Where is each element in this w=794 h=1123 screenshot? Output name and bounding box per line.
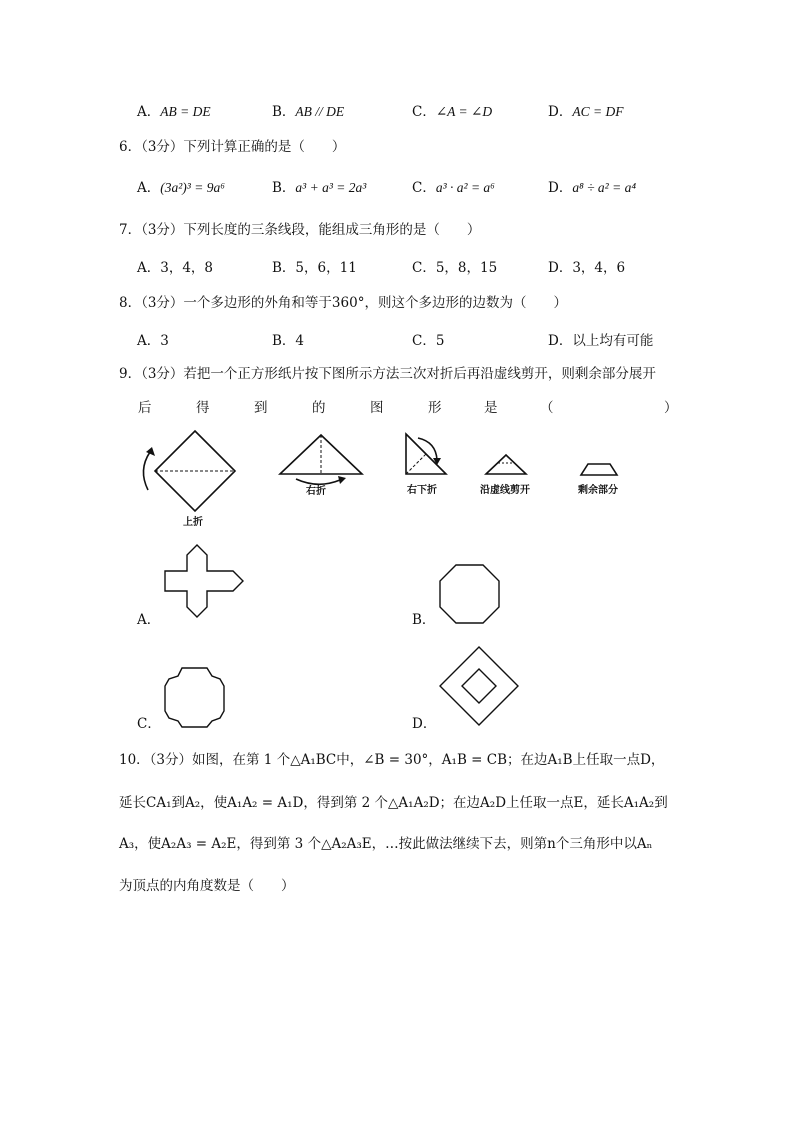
fold-step-2-triangle (280, 435, 362, 474)
q9-stem-line2-char-3: 到 (254, 400, 268, 416)
q5-option-c-expr: ∠A = ∠D (435, 104, 493, 119)
q10-line1: 10．（3分）如图，在第 1 个△A₁BC中，∠B = 30°，A₁B = CB；在边A₁B上任取一点D， (119, 752, 665, 768)
arrowhead-right-icon (338, 476, 346, 484)
label-fold-right-down: 右下折 (407, 485, 437, 496)
q7-option-c-text: 5，8，15 (435, 260, 498, 276)
q9-stem-line2-char-8: （ (540, 400, 554, 416)
q7-option-b-text: 5，6，11 (295, 260, 357, 276)
q10-line4: 为顶点的内角度数是（ ） (119, 878, 295, 894)
q6-option-b (272, 178, 366, 198)
q10-line3: A₃，使A₂A₃ = A₂E，得到第 3 个△A₂A₃E，…按此做法继续下去，则第n个三角形中以Aₙ (119, 836, 653, 852)
arrowhead-up-icon (146, 447, 155, 456)
q5-option-b-letter: B． (272, 104, 296, 120)
q5-option-a-expr: AB = DE (160, 104, 211, 119)
q9-stem-line2-char-2: 得 (196, 400, 210, 416)
option-d-outer-diamond (440, 647, 518, 725)
q7-option-b-letter: B． (272, 260, 296, 276)
q8-option-d-text: 以上均有可能 (572, 333, 654, 349)
q6-option-c (412, 178, 495, 198)
q8-option-d-letter: D． (548, 333, 573, 349)
q5-option-a-letter: A． (137, 104, 161, 120)
q6-option-a-expr: (3a²)³ = 9a⁶ (160, 180, 225, 195)
label-fold-up: 上折 (183, 517, 203, 528)
q9-option-d-letter: D． (412, 716, 437, 732)
q9-stem-line2-char-1: 后 (138, 400, 152, 416)
q5-option-d (548, 102, 623, 122)
q6-option-a-letter: A． (137, 180, 161, 196)
curved-arrow-down-icon (418, 438, 437, 460)
q7-option-a (137, 258, 213, 278)
option-b-octagon (440, 565, 499, 623)
label-fold-right: 右折 (306, 486, 326, 497)
q10-line2: 延长CA₁到A₂，使A₁A₂ = A₁D，得到第 2 个△A₁A₂D；在边A₂D上任取一点E，延长A₁A₂到 (119, 795, 668, 811)
q7-option-a-text: 3，4，8 (160, 260, 214, 276)
fold-step-5-trapezoid (581, 464, 617, 475)
q5-option-b-expr: AB // DE (295, 104, 345, 119)
q8-option-d (548, 331, 653, 351)
q5-option-d-expr: AC = DF (572, 104, 624, 119)
curved-arrow-up-icon (143, 452, 150, 490)
q5-option-c-letter: C． (412, 104, 436, 120)
q6-option-c-letter: C． (412, 180, 436, 196)
q6-option-b-letter: B． (272, 180, 296, 196)
q6-stem: 6．（3分）下列计算正确的是（ ） (119, 139, 346, 155)
q6-option-c-expr: a³ · a² = a⁶ (435, 180, 495, 195)
label-cut-dashed: 沿虚线剪开 (480, 485, 530, 496)
q9-stem-line2-char-6: 形 (428, 400, 442, 416)
q8-option-a-text: 3 (160, 333, 169, 349)
q8-option-b-text: 4 (295, 333, 305, 349)
q8-option-c-letter: C． (412, 333, 436, 349)
q5-option-b (272, 102, 344, 122)
q8-option-a (137, 331, 169, 351)
fold-step-1-diamond (155, 431, 235, 511)
option-a-cross-shape (165, 545, 243, 617)
q9-stem-line2-char-9: ） (664, 400, 678, 416)
q6-option-d-expr: a⁸ ÷ a² = a⁴ (572, 180, 637, 195)
q9-option-c-letter: C． (137, 716, 161, 732)
label-remaining: 剩余部分 (578, 485, 618, 496)
q6-option-a (137, 178, 225, 198)
q6-option-d (548, 178, 636, 198)
q7-option-a-letter: A． (137, 260, 161, 276)
q8-stem: 8．（3分）一个多边形的外角和等于360°，则这个多边形的边数为（ ） (119, 295, 567, 311)
q5-option-a (137, 102, 211, 122)
option-c-notched-square (165, 668, 224, 727)
q9-stem-line2-char-4: 的 (312, 400, 326, 416)
q6-option-b-expr: a³ + a³ = 2a³ (295, 180, 367, 195)
q8-option-b (272, 331, 304, 351)
q9-stem-line2-char-7: 是 (484, 400, 498, 416)
q8-option-b-letter: B． (272, 333, 296, 349)
option-d-inner-diamond (462, 669, 496, 703)
q9-stem-line1: 9．（3分）若把一个正方形纸片按下图所示方法三次对折后再沿虚线剪开，则剩余部分展开 (119, 366, 656, 382)
q8-option-a-letter: A． (137, 333, 161, 349)
q7-option-c (412, 258, 497, 278)
q9-option-b-letter: B． (412, 612, 436, 628)
q7-option-d-text: 3，4，6 (572, 260, 626, 276)
q7-option-c-letter: C． (412, 260, 436, 276)
q7-option-b (272, 258, 357, 278)
q7-stem: 7．（3分）下列长度的三条线段，能组成三角形的是（ ） (119, 222, 481, 238)
q8-option-c-text: 5 (435, 333, 445, 349)
q6-option-d-letter: D． (548, 180, 573, 196)
q7-option-d (548, 258, 625, 278)
q8-option-c (412, 331, 444, 351)
q9-stem-line2-char-5: 图 (370, 400, 384, 416)
q5-option-c (412, 102, 492, 122)
fold-step-3-right-triangle (406, 434, 446, 474)
q7-option-d-letter: D． (548, 260, 573, 276)
q9-option-a-letter: A． (137, 612, 161, 628)
q5-option-d-letter: D． (548, 104, 573, 120)
arrowhead-down-icon (433, 458, 441, 465)
fold-step-4-cut-triangle (486, 455, 526, 474)
